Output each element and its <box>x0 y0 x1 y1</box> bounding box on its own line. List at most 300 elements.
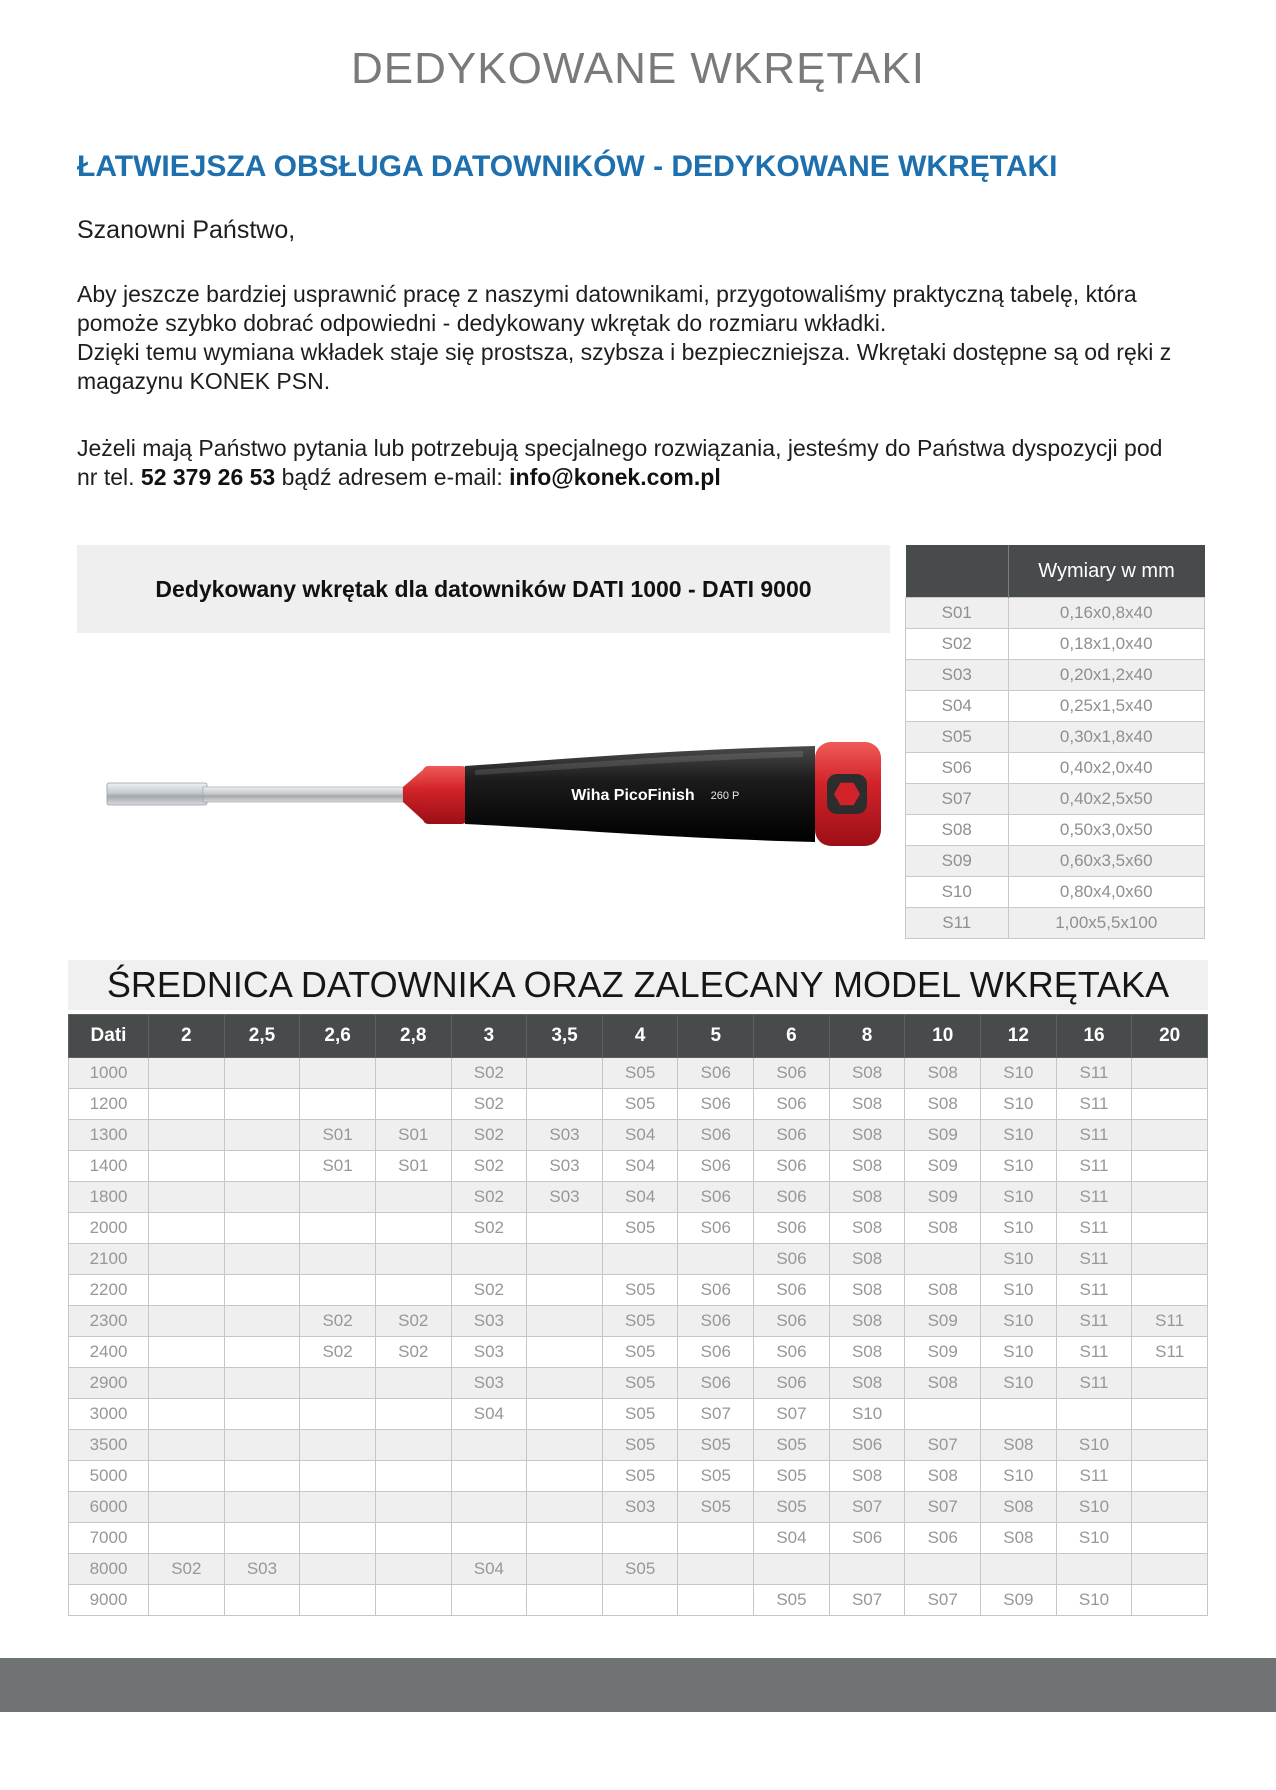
screwdriver-model-cell: S08 <box>829 1120 905 1151</box>
intro-line-2: Dzięki temu wymiana wkładek staje się prostsza, szybsza i bezpieczniejsza. Wkrętaki dostępne są od ręki z magazynu KONEK PSN. <box>77 339 1172 394</box>
screwdriver-model-cell <box>149 1151 225 1182</box>
screwdriver-model-cell: S03 <box>602 1492 678 1523</box>
size-value: 0,30x1,8x40 <box>1008 722 1205 753</box>
column-header: 3,5 <box>527 1015 603 1058</box>
size-value: 0,40x2,5x50 <box>1008 784 1205 815</box>
selection-header-row <box>69 1015 1208 1058</box>
screwdriver-model-cell: S07 <box>905 1430 981 1461</box>
screwdriver-model-cell <box>300 1182 376 1213</box>
dati-model: 5000 <box>69 1461 149 1492</box>
selection-row <box>69 1089 1208 1120</box>
screwdriver-model-cell <box>300 1244 376 1275</box>
screwdriver-model-cell <box>300 1554 376 1585</box>
screwdriver-model-cell: S05 <box>602 1430 678 1461</box>
size-value: 1,00x5,5x100 <box>1008 908 1205 939</box>
screwdriver-model-cell: S10 <box>981 1089 1057 1120</box>
selection-row <box>69 1523 1208 1554</box>
column-header: 12 <box>981 1015 1057 1058</box>
screwdriver-model-cell: S10 <box>1056 1523 1132 1554</box>
screwdriver-model-cell <box>149 1430 225 1461</box>
screwdriver-model-cell <box>300 1275 376 1306</box>
screwdriver-model-cell <box>149 1306 225 1337</box>
screwdriver-model-cell: S08 <box>829 1275 905 1306</box>
selection-row <box>69 1306 1208 1337</box>
screwdriver-model-cell <box>527 1337 603 1368</box>
dati-model: 7000 <box>69 1523 149 1554</box>
screwdriver-model-cell <box>149 1213 225 1244</box>
salutation: Szanowni Państwo, <box>77 216 296 244</box>
selection-row <box>69 1461 1208 1492</box>
screwdriver-model-cell <box>527 1585 603 1616</box>
screwdriver-model-cell <box>375 1368 451 1399</box>
screwdriver-model-cell <box>149 1337 225 1368</box>
screwdriver-model-cell <box>224 1399 300 1430</box>
screwdriver-model-cell: S11 <box>1056 1213 1132 1244</box>
screwdriver-model-cell <box>375 1275 451 1306</box>
screwdriver-model-cell: S10 <box>981 1182 1057 1213</box>
screwdriver-model-cell: S04 <box>602 1120 678 1151</box>
screwdriver-model-cell: S01 <box>375 1151 451 1182</box>
screwdriver-model-cell: S05 <box>602 1399 678 1430</box>
dimensions-table-body <box>906 598 1205 939</box>
screwdriver-model-cell <box>451 1244 527 1275</box>
screwdriver-model-cell: S05 <box>602 1213 678 1244</box>
screwdriver-model-cell: S11 <box>1056 1306 1132 1337</box>
dati-model: 9000 <box>69 1585 149 1616</box>
screwdriver-model-cell <box>300 1461 376 1492</box>
screwdriver-model-cell <box>678 1244 754 1275</box>
screwdriver-model-cell <box>149 1120 225 1151</box>
screwdriver-model-cell <box>224 1523 300 1554</box>
screwdriver-model-cell: S03 <box>527 1151 603 1182</box>
selection-row <box>69 1492 1208 1523</box>
screwdriver-model-cell: S11 <box>1132 1337 1208 1368</box>
dimension-row <box>906 629 1205 660</box>
screwdriver-model-cell: S10 <box>981 1368 1057 1399</box>
contact-text: Jeżeli mają Państwo pytania lub potrzebują specjalnego rozwiązania, jesteśmy do Państwa dyspozycji pod nr tel. <box>77 435 1163 490</box>
screwdriver-model-cell: S09 <box>905 1120 981 1151</box>
screwdriver-model-cell <box>149 1399 225 1430</box>
screwdriver-model-cell <box>1132 1585 1208 1616</box>
screwdriver-model-cell <box>527 1430 603 1461</box>
screwdriver-model-cell <box>149 1492 225 1523</box>
dimension-row <box>906 908 1205 939</box>
screwdriver-model-cell: S02 <box>375 1306 451 1337</box>
selection-row <box>69 1430 1208 1461</box>
screwdriver-model-cell <box>300 1213 376 1244</box>
screwdriver-model-cell <box>527 1523 603 1554</box>
size-value: 0,20x1,2x40 <box>1008 660 1205 691</box>
screwdriver-model-cell: S08 <box>829 1368 905 1399</box>
screwdriver-model-cell <box>905 1554 981 1585</box>
screwdriver-model-cell: S07 <box>905 1492 981 1523</box>
screwdriver-model-cell <box>224 1120 300 1151</box>
dati-model: 1200 <box>69 1089 149 1120</box>
selection-row <box>69 1275 1208 1306</box>
screwdriver-model-cell <box>678 1585 754 1616</box>
size-code: S01 <box>906 598 1009 629</box>
screwdriver-model-cell: S02 <box>375 1337 451 1368</box>
size-code: S05 <box>906 722 1009 753</box>
screwdriver-model-cell: S11 <box>1056 1089 1132 1120</box>
size-code: S10 <box>906 877 1009 908</box>
screwdriver-model-cell: S11 <box>1132 1306 1208 1337</box>
screwdriver-model-cell: S11 <box>1056 1151 1132 1182</box>
dimension-row <box>906 598 1205 629</box>
screwdriver-model-cell <box>527 1554 603 1585</box>
screwdriver-model-cell <box>300 1089 376 1120</box>
size-value: 0,18x1,0x40 <box>1008 629 1205 660</box>
screwdriver-model-cell: S05 <box>602 1368 678 1399</box>
screwdriver-model-cell <box>224 1461 300 1492</box>
dimensions-header-label: Wymiary w mm <box>1008 545 1205 598</box>
dati-model: 2200 <box>69 1275 149 1306</box>
dati-model: 3000 <box>69 1399 149 1430</box>
screwdriver-model-cell: S04 <box>602 1151 678 1182</box>
size-code: S09 <box>906 846 1009 877</box>
screwdriver-model-cell: S10 <box>981 1120 1057 1151</box>
screwdriver-model-cell <box>829 1554 905 1585</box>
screwdriver-model-cell: S02 <box>300 1337 376 1368</box>
screwdriver-model-cell <box>527 1058 603 1089</box>
column-header: 2,6 <box>300 1015 376 1058</box>
screwdriver-model-cell <box>527 1368 603 1399</box>
screwdriver-model-cell <box>224 1213 300 1244</box>
selection-row <box>69 1182 1208 1213</box>
screwdriver-model-cell: S10 <box>981 1461 1057 1492</box>
screwdriver-model-cell: S08 <box>905 1089 981 1120</box>
screwdriver-model-cell <box>224 1430 300 1461</box>
screwdriver-model-cell <box>905 1244 981 1275</box>
screwdriver-model-cell <box>527 1306 603 1337</box>
screwdriver-model-cell: S02 <box>451 1151 527 1182</box>
screwdriver-model-cell: S06 <box>754 1182 830 1213</box>
screwdriver-model-cell: S06 <box>754 1275 830 1306</box>
screwdriver-model-cell: S06 <box>678 1306 754 1337</box>
column-header: Dati <box>69 1015 149 1058</box>
screwdriver-model-cell <box>375 1399 451 1430</box>
screwdriver-model-cell <box>905 1399 981 1430</box>
screwdriver-model-cell: S08 <box>905 1213 981 1244</box>
screwdriver-model-cell: S08 <box>905 1368 981 1399</box>
screwdriver-model-cell <box>375 1461 451 1492</box>
screwdriver-model-cell <box>149 1089 225 1120</box>
screwdriver-model-cell <box>1132 1492 1208 1523</box>
screwdriver-model-cell <box>224 1182 300 1213</box>
screwdriver-model-cell: S10 <box>981 1275 1057 1306</box>
screwdriver-model-cell <box>300 1399 376 1430</box>
screwdriver-model-cell <box>527 1244 603 1275</box>
screwdriver-model-cell <box>224 1089 300 1120</box>
screwdriver-model-cell <box>451 1430 527 1461</box>
banner-box <box>77 545 890 633</box>
screwdriver-model-cell: S04 <box>602 1182 678 1213</box>
size-value: 0,40x2,0x40 <box>1008 753 1205 784</box>
screwdriver-model-cell: S06 <box>754 1151 830 1182</box>
screwdriver-model-cell: S08 <box>981 1523 1057 1554</box>
selection-row <box>69 1337 1208 1368</box>
screwdriver-model-cell: S06 <box>678 1151 754 1182</box>
screwdriver-model-cell: S08 <box>905 1275 981 1306</box>
screwdriver-model-cell: S05 <box>602 1275 678 1306</box>
screwdriver-model-cell: S03 <box>527 1182 603 1213</box>
screwdriver-model-cell: S07 <box>905 1585 981 1616</box>
screwdriver-model-cell <box>300 1430 376 1461</box>
screwdriver-model-cell: S05 <box>602 1058 678 1089</box>
screwdriver-blade-icon <box>107 783 403 805</box>
screwdriver-model-cell: S03 <box>451 1306 527 1337</box>
screwdriver-model-cell: S09 <box>905 1306 981 1337</box>
screwdriver-model-cell <box>527 1492 603 1523</box>
screwdriver-model-cell: S06 <box>754 1244 830 1275</box>
dati-model: 1300 <box>69 1120 149 1151</box>
screwdriver-model-cell: S06 <box>678 1058 754 1089</box>
screwdriver-model-cell: S02 <box>451 1213 527 1244</box>
screwdriver-model-cell <box>451 1523 527 1554</box>
screwdriver-model-cell <box>149 1275 225 1306</box>
screwdriver-model-cell: S09 <box>981 1585 1057 1616</box>
screwdriver-model-cell <box>224 1492 300 1523</box>
screwdriver-model-cell: S06 <box>905 1523 981 1554</box>
size-value: 0,80x4,0x60 <box>1008 877 1205 908</box>
screwdriver-model-cell <box>1132 1213 1208 1244</box>
dimensions-header-blank <box>906 545 1009 598</box>
screwdriver-model-cell: S10 <box>981 1244 1057 1275</box>
screwdriver-model-cell: S03 <box>451 1368 527 1399</box>
column-header: 2 <box>149 1015 225 1058</box>
screwdriver-model-cell: S05 <box>678 1492 754 1523</box>
screwdriver-model-cell: S10 <box>1056 1430 1132 1461</box>
contact-text-2: bądź adresem e-mail: <box>275 464 510 490</box>
screwdriver-model-cell: S08 <box>981 1492 1057 1523</box>
screwdriver-model-cell: S04 <box>451 1399 527 1430</box>
dimension-row <box>906 691 1205 722</box>
screwdriver-model-cell <box>375 1554 451 1585</box>
dimensions-header-row <box>906 545 1205 598</box>
column-header: 10 <box>905 1015 981 1058</box>
column-header: 2,8 <box>375 1015 451 1058</box>
screwdriver-model-cell: S06 <box>754 1120 830 1151</box>
dimension-row <box>906 753 1205 784</box>
screwdriver-model-cell <box>375 1213 451 1244</box>
dimension-row <box>906 722 1205 753</box>
section-title-band <box>68 960 1208 1010</box>
screwdriver-model-cell <box>224 1337 300 1368</box>
screwdriver-model-cell: S05 <box>602 1554 678 1585</box>
column-header: 6 <box>754 1015 830 1058</box>
screwdriver-model-cell <box>149 1182 225 1213</box>
screwdriver-model-cell: S06 <box>678 1120 754 1151</box>
dati-model: 1400 <box>69 1151 149 1182</box>
dati-model: 1800 <box>69 1182 149 1213</box>
screwdriver-model-cell: S06 <box>754 1089 830 1120</box>
screwdriver-model-cell: S05 <box>754 1492 830 1523</box>
column-header: 3 <box>451 1015 527 1058</box>
screwdriver-model-cell <box>1132 1523 1208 1554</box>
screwdriver-model-cell: S08 <box>829 1213 905 1244</box>
screwdriver-model-cell: S10 <box>981 1058 1057 1089</box>
screwdriver-model-cell <box>224 1151 300 1182</box>
screwdriver-model-cell <box>375 1430 451 1461</box>
screwdriver-model-cell: S05 <box>602 1461 678 1492</box>
screwdriver-model-cell <box>149 1523 225 1554</box>
screwdriver-model-cell: S02 <box>451 1182 527 1213</box>
screwdriver-model-cell <box>1132 1430 1208 1461</box>
screwdriver-model-cell: S08 <box>905 1461 981 1492</box>
selection-row <box>69 1399 1208 1430</box>
screwdriver-model-cell: S03 <box>451 1337 527 1368</box>
screwdriver-model-cell: S08 <box>829 1182 905 1213</box>
screwdriver-model-cell: S05 <box>754 1585 830 1616</box>
screwdriver-model-cell: S08 <box>829 1089 905 1120</box>
screwdriver-model-cell <box>300 1523 376 1554</box>
screwdriver-model-cell <box>1132 1151 1208 1182</box>
screwdriver-model-cell: S07 <box>678 1399 754 1430</box>
dimension-row <box>906 815 1205 846</box>
screwdriver-model-cell: S06 <box>678 1089 754 1120</box>
screwdriver-model-cell: S07 <box>754 1399 830 1430</box>
screwdriver-model-cell <box>1132 1089 1208 1120</box>
selection-row <box>69 1585 1208 1616</box>
size-code: S11 <box>906 908 1009 939</box>
contact-paragraph <box>77 434 1172 492</box>
screwdriver-model-cell <box>300 1585 376 1616</box>
screwdriver-model-cell <box>1132 1244 1208 1275</box>
screwdriver-model-cell <box>1132 1182 1208 1213</box>
screwdriver-model-cell: S06 <box>829 1523 905 1554</box>
screwdriver-model-cell: S08 <box>829 1244 905 1275</box>
screwdriver-model-cell: S08 <box>905 1058 981 1089</box>
screwdriver-model-cell: S10 <box>981 1306 1057 1337</box>
screwdriver-model-cell: S08 <box>829 1337 905 1368</box>
size-code: S02 <box>906 629 1009 660</box>
screwdriver-model-cell: S11 <box>1056 1120 1132 1151</box>
screwdriver-model-cell: S08 <box>981 1430 1057 1461</box>
selection-row <box>69 1244 1208 1275</box>
screwdriver-model-cell <box>1132 1399 1208 1430</box>
screwdriver-model-cell: S11 <box>1056 1244 1132 1275</box>
intro-paragraph <box>77 280 1172 396</box>
dati-model: 2400 <box>69 1337 149 1368</box>
screwdriver-model-cell <box>300 1058 376 1089</box>
size-value: 0,25x1,5x40 <box>1008 691 1205 722</box>
screwdriver-model-cell: S10 <box>981 1337 1057 1368</box>
screwdriver-model-cell: S06 <box>678 1182 754 1213</box>
screwdriver-model-cell <box>1132 1120 1208 1151</box>
screwdriver-model-cell <box>678 1523 754 1554</box>
screwdriver-model-cell: S09 <box>905 1337 981 1368</box>
screwdriver-model-cell: S11 <box>1056 1275 1132 1306</box>
screwdriver-model-cell: S01 <box>300 1120 376 1151</box>
column-header: 4 <box>602 1015 678 1058</box>
screwdriver-model-cell: S06 <box>754 1337 830 1368</box>
screwdriver-model-cell <box>149 1058 225 1089</box>
screwdriver-model-cell <box>451 1585 527 1616</box>
screwdriver-model-cell <box>527 1399 603 1430</box>
screwdriver-model-cell: S06 <box>754 1368 830 1399</box>
screwdriver-model-cell: S05 <box>602 1306 678 1337</box>
dati-model: 2100 <box>69 1244 149 1275</box>
selection-row <box>69 1368 1208 1399</box>
screwdriver-model-cell: S07 <box>829 1492 905 1523</box>
size-code: S06 <box>906 753 1009 784</box>
screwdriver-model-cell: S11 <box>1056 1182 1132 1213</box>
email-address: info@konek.com.pl <box>509 464 721 490</box>
screwdriver-model-cell: S06 <box>754 1058 830 1089</box>
screwdriver-model-cell: S10 <box>981 1213 1057 1244</box>
dati-model: 1000 <box>69 1058 149 1089</box>
screwdriver-model-cell: S09 <box>905 1151 981 1182</box>
screwdriver-model-cell <box>1056 1554 1132 1585</box>
screwdriver-model-cell <box>149 1244 225 1275</box>
screwdriver-model-cell: S06 <box>829 1430 905 1461</box>
screwdriver-model-cell <box>451 1492 527 1523</box>
screwdriver-model-cell <box>224 1058 300 1089</box>
section-heading: ŁATWIEJSZA OBSŁUGA DATOWNIKÓW - DEDYKOWANE WKRĘTAKI <box>77 150 1058 183</box>
screwdriver-model-cell: S05 <box>678 1461 754 1492</box>
screwdriver-model-cell <box>375 1182 451 1213</box>
screwdriver-model-cell <box>375 1585 451 1616</box>
size-value: 0,16x0,8x40 <box>1008 598 1205 629</box>
screwdriver-model-cell <box>1132 1554 1208 1585</box>
column-header: 20 <box>1132 1015 1208 1058</box>
screwdriver-model-cell <box>602 1244 678 1275</box>
size-code: S04 <box>906 691 1009 722</box>
screwdriver-cap-icon <box>815 742 881 846</box>
screwdriver-model-cell <box>602 1585 678 1616</box>
dimensions-table <box>905 545 1205 939</box>
screwdriver-model-cell: S06 <box>754 1306 830 1337</box>
screwdriver-model-cell: S05 <box>602 1337 678 1368</box>
screwdriver-model-cell <box>527 1461 603 1492</box>
screwdriver-model-cell <box>375 1089 451 1120</box>
selection-row <box>69 1213 1208 1244</box>
screwdriver-model-cell: S08 <box>829 1461 905 1492</box>
size-value: 0,60x3,5x60 <box>1008 846 1205 877</box>
tool-model-label: 260 P <box>710 790 740 802</box>
screwdriver-model-cell: S01 <box>375 1120 451 1151</box>
screwdriver-model-cell: S07 <box>829 1585 905 1616</box>
size-value: 0,50x3,0x50 <box>1008 815 1205 846</box>
screwdriver-model-cell <box>981 1554 1057 1585</box>
screwdriver-model-cell: S05 <box>754 1430 830 1461</box>
screwdriver-model-cell: S10 <box>1056 1585 1132 1616</box>
screwdriver-model-cell <box>300 1492 376 1523</box>
screwdriver-model-cell: S10 <box>981 1151 1057 1182</box>
screwdriver-model-cell: S01 <box>300 1151 376 1182</box>
screwdriver-model-cell <box>678 1554 754 1585</box>
screwdriver-model-cell: S06 <box>678 1368 754 1399</box>
section-title: ŚREDNICA DATOWNIKA ORAZ ZALECANY MODEL WKRĘTAKA <box>106 964 1170 1005</box>
screwdriver-model-cell: S06 <box>678 1213 754 1244</box>
screwdriver-model-cell: S06 <box>754 1213 830 1244</box>
screwdriver-model-cell <box>224 1368 300 1399</box>
screwdriver-model-cell: S06 <box>678 1337 754 1368</box>
screwdriver-model-cell: S11 <box>1056 1461 1132 1492</box>
screwdriver-model-cell: S09 <box>905 1182 981 1213</box>
screwdriver-model-cell: S02 <box>149 1554 225 1585</box>
intro-line-1: Aby jeszcze bardziej usprawnić pracę z naszymi datownikami, przygotowaliśmy praktyczną tabelę, która pomoże szybko dobrać odpowiedni - dedykowany wkrętak do rozmiaru wkładki. <box>77 281 1137 336</box>
screwdriver-model-cell <box>224 1244 300 1275</box>
screwdriver-model-cell: S04 <box>754 1523 830 1554</box>
screwdriver-model-cell <box>149 1585 225 1616</box>
selection-row <box>69 1554 1208 1585</box>
screwdriver-model-cell <box>1056 1399 1132 1430</box>
screwdriver-model-cell: S05 <box>754 1461 830 1492</box>
screwdriver-model-cell <box>224 1306 300 1337</box>
selection-table-body <box>69 1058 1208 1616</box>
dati-model: 8000 <box>69 1554 149 1585</box>
